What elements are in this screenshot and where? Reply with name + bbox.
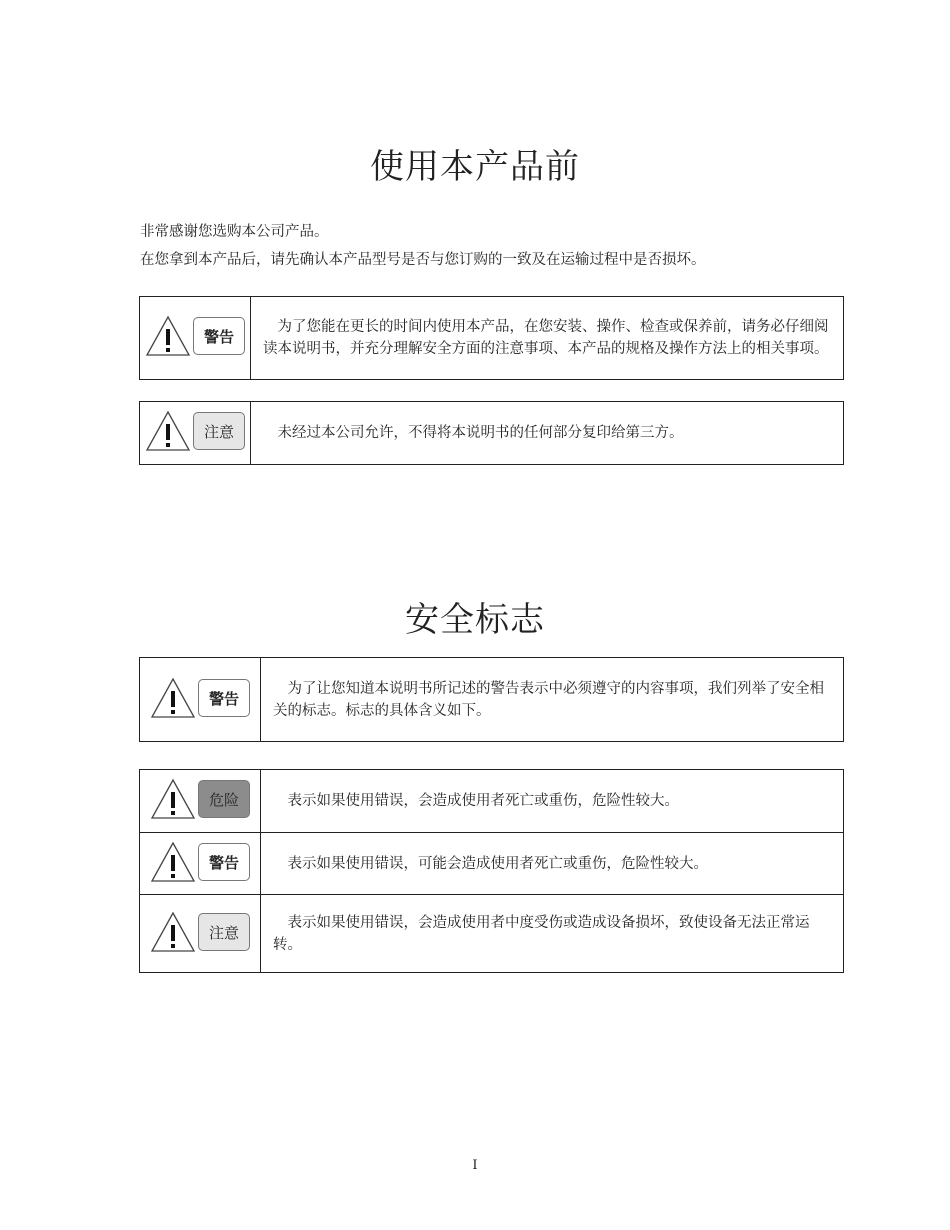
notice-text: 为了让您知道本说明书所记述的警告表示中必须遵守的内容事项，我们列举了安全相关的标志。标志的具体含义如下。: [261, 658, 844, 742]
safety-levels-table: [139, 769, 844, 973]
warning-level-tag: 警告: [198, 843, 250, 881]
safety-notice-box: [139, 657, 844, 742]
notice-warning-tag: 警告: [198, 679, 250, 717]
warning-triangle-icon: [145, 315, 191, 357]
page-title-before-use: 使用本产品前: [370, 147, 580, 187]
warning-triangle-icon: [150, 778, 196, 820]
caution-level-text: 表示如果使用错误，会造成使用者中度受伤或造成设备损坏，致使设备无法正常运转。: [261, 895, 844, 973]
safety-level-row-caution: [140, 895, 844, 973]
intro-line-1: 非常感谢您选购本公司产品。: [140, 224, 329, 240]
caution-level-icon-cell: [140, 895, 261, 973]
danger-text: 表示如果使用错误，会造成使用者死亡或重伤，危险性较大。: [261, 770, 844, 833]
warning-triangle-icon: [150, 911, 196, 953]
warning-level-icon-cell: [140, 833, 261, 895]
safety-level-row-danger: [140, 770, 844, 833]
intro-line-2: 在您拿到本产品后，请先确认本产品型号是否与您订购的一致及在运输过程中是否损坏。: [140, 252, 706, 268]
safety-title: 安全标志: [405, 600, 545, 640]
warning-triangle-icon: [150, 677, 196, 719]
caution-box-copyright: [139, 401, 844, 465]
safety-level-row-warning: [140, 833, 844, 895]
warning-icon-cell: [140, 297, 251, 380]
warning-tag: 警告: [193, 317, 245, 355]
page-number: I: [472, 1158, 478, 1173]
caution-tag: 注意: [193, 412, 245, 450]
warning-triangle-icon: [145, 410, 191, 452]
warning-box-read-manual: [139, 296, 844, 380]
danger-icon-cell: [140, 770, 261, 833]
warning-text: 为了您能在更长的时间内使用本产品，在您安装、操作、检查或保养前，请务必仔细阅读本说明书，并充分理解安全方面的注意事项、本产品的规格及操作方法上的相关事项。: [251, 297, 844, 380]
caution-level-tag: 注意: [198, 913, 250, 951]
caution-text: 未经过本公司允许，不得将本说明书的任何部分复印给第三方。: [251, 402, 844, 465]
caution-icon-cell: [140, 402, 251, 465]
warning-level-text: 表示如果使用错误，可能会造成使用者死亡或重伤，危险性较大。: [261, 833, 844, 895]
danger-tag: 危险: [198, 780, 250, 818]
notice-icon-cell: [140, 658, 261, 742]
warning-triangle-icon: [150, 841, 196, 883]
